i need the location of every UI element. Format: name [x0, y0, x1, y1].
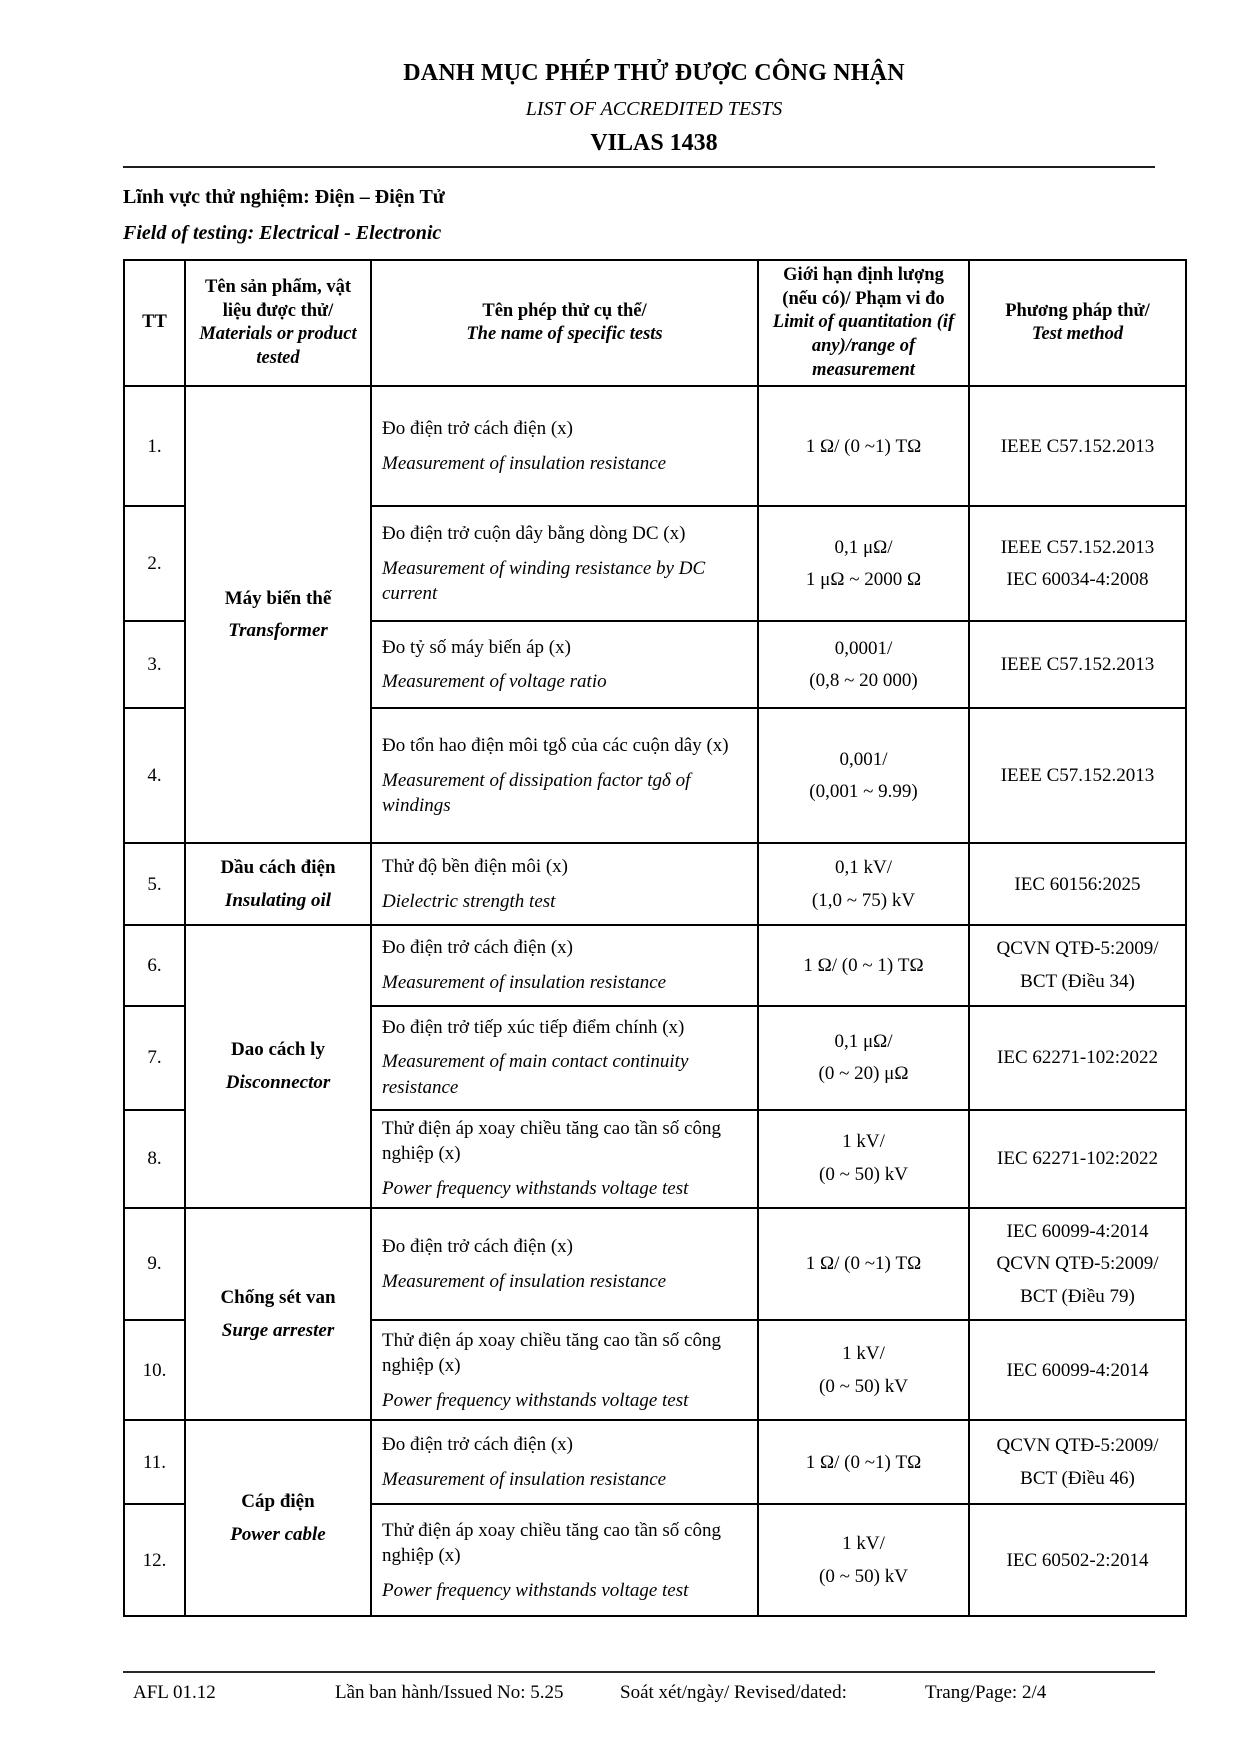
footer-doc-code: AFL 01.12 [133, 1682, 216, 1704]
product-cell-power-cable [185, 1420, 371, 1616]
limit-cell: 1 Ω/ (0 ~1) TΩ [758, 386, 969, 506]
row-number: 8. [124, 1110, 185, 1208]
table-row [124, 925, 1186, 1005]
product-cell-transformer [185, 386, 371, 843]
test-name-vi: Đo điện trở cách điện (x) [382, 1434, 574, 1456]
test-name-cell [371, 1006, 758, 1110]
col-header-product-en: Materials or product tested [199, 324, 357, 368]
test-name-cell [371, 843, 758, 925]
document-title-vi: DANH MỤC PHÉP THỬ ĐƯỢC CÔNG NHẬN [403, 60, 905, 86]
limit-cell: 0,001/ (0,001 ~ 9.99) [758, 708, 969, 843]
test-name-cell [371, 708, 758, 843]
document-content [123, 0, 1185, 1713]
product-name-vi: Dao cách ly [231, 1039, 325, 1061]
test-name-cell [371, 925, 758, 1005]
test-name-vi: Đo điện trở cách điện (x) [382, 418, 574, 440]
row-number: 7. [124, 1006, 185, 1110]
test-name-cell [371, 386, 758, 506]
col-header-tt-label: TT [142, 312, 167, 333]
row-number: 1. [124, 386, 185, 506]
row-number: 2. [124, 506, 185, 621]
test-name-cell [371, 1208, 758, 1321]
method-cell: IEC 60502-2:2014 [969, 1504, 1186, 1616]
footer-issued-no: Lần ban hành/Issued No: 5.25 [335, 1682, 564, 1704]
method-cell: IEEE C57.152.2013 [969, 621, 1186, 708]
limit-cell: 0,1 μΩ/ (0 ~ 20) μΩ [758, 1006, 969, 1110]
footer-page-number: Trang/Page: 2/4 [925, 1682, 1047, 1704]
product-cell-surge-arrester [185, 1208, 371, 1421]
test-name-vi: Thử độ bền điện môi (x) [382, 856, 569, 878]
field-of-testing-en: Field of testing: Electrical - Electronic [123, 222, 442, 244]
limit-cell: 1 kV/ (0 ~ 50) kV [758, 1320, 969, 1420]
footer-row [123, 1673, 1155, 1713]
method-cell: QCVN QTĐ-5:2009/ BCT (Điều 34) [969, 925, 1186, 1005]
product-name-vi: Chống sét van [220, 1286, 336, 1308]
limit-cell: 1 kV/ (0 ~ 50) kV [758, 1110, 969, 1208]
test-name-vi: Thử điện áp xoay chiều tăng cao tần số công nghiệp (x) [382, 1117, 721, 1165]
table-row [124, 843, 1186, 925]
test-name-vi: Thử điện áp xoay chiều tăng cao tần số công nghiệp (x) [382, 1519, 721, 1567]
test-name-en: Measurement of insulation resistance [382, 972, 667, 993]
col-header-limit-vi: Giới hạn định lượng (nếu có)/ Phạm vi đo [782, 265, 945, 309]
test-name-vi: Đo tỷ số máy biến áp (x) [382, 636, 571, 658]
accredited-tests-table [123, 259, 1187, 1617]
table-row [124, 1420, 1186, 1504]
limit-cell: 1 kV/ (0 ~ 50) kV [758, 1504, 969, 1616]
table-row [124, 1208, 1186, 1321]
method-cell: IEEE C57.152.2013 [969, 386, 1186, 506]
method-cell: IEEE C57.152.2013 [969, 708, 1186, 843]
col-header-test-vi: Tên phép thử cụ thể/ [482, 300, 647, 321]
col-header-limit [758, 260, 969, 386]
product-name-vi: Cáp điện [241, 1491, 315, 1513]
row-number: 3. [124, 621, 185, 708]
product-name-en: Insulating oil [224, 889, 332, 911]
page-footer [123, 1671, 1155, 1713]
row-number: 11. [124, 1420, 185, 1504]
product-name-en: Power cable [230, 1523, 326, 1545]
product-name-en: Transformer [228, 620, 328, 642]
col-header-method [969, 260, 1186, 386]
test-name-en: Measurement of main contact continuity resistance [382, 1051, 689, 1098]
test-name-en: Power frequency withstands voltage test [382, 1579, 689, 1601]
row-number: 12. [124, 1504, 185, 1616]
test-name-en: Measurement of dissipation factor tgδ of windings [382, 769, 691, 817]
test-name-vi: Đo điện trở cuộn dây bằng dòng DC (x) [382, 522, 686, 544]
limit-cell: 0,1 μΩ/ 1 μΩ ~ 2000 Ω [758, 506, 969, 621]
test-name-en: Dielectric strength test [382, 890, 556, 912]
method-cell: QCVN QTĐ-5:2009/ BCT (Điều 46) [969, 1420, 1186, 1504]
col-header-test-en: The name of specific tests [466, 324, 663, 345]
limit-cell: 1 Ω/ (0 ~1) TΩ [758, 1208, 969, 1321]
test-name-vi: Đo điện trở cách điện (x) [382, 937, 574, 959]
method-cell: IEC 62271-102:2022 [969, 1006, 1186, 1110]
limit-cell: 0,1 kV/ (1,0 ~ 75) kV [758, 843, 969, 925]
document-title-en: LIST OF ACCREDITED TESTS [525, 98, 783, 120]
footer-revised-dated: Soát xét/ngày/ Revised/dated: [620, 1682, 847, 1704]
method-cell: IEEE C57.152.2013 IEC 60034-4:2008 [969, 506, 1186, 621]
test-name-cell [371, 621, 758, 708]
limit-cell: 1 Ω/ (0 ~1) TΩ [758, 1420, 969, 1504]
test-name-vi: Đo điện trở cách điện (x) [382, 1235, 574, 1257]
test-name-en: Measurement of insulation resistance [382, 452, 667, 474]
test-name-cell [371, 1504, 758, 1616]
test-name-en: Measurement of winding resistance by DC current [382, 557, 706, 605]
col-header-product-vi: Tên sản phẩm, vật liệu được thử/ [205, 276, 351, 321]
row-number: 5. [124, 843, 185, 925]
test-name-vi: Thử điện áp xoay chiều tăng cao tần số công nghiệp (x) [382, 1329, 721, 1377]
limit-cell: 0,0001/ (0,8 ~ 20 000) [758, 621, 969, 708]
col-header-method-en: Test method [1031, 324, 1124, 345]
row-number: 4. [124, 708, 185, 843]
product-name-vi: Máy biến thế [224, 587, 332, 609]
row-number: 10. [124, 1320, 185, 1420]
test-name-cell [371, 1110, 758, 1208]
method-cell: IEC 60099-4:2014 [969, 1320, 1186, 1420]
col-header-tt [124, 260, 185, 386]
col-header-limit-en: Limit of quantitation (if any)/range of measurement [772, 312, 955, 380]
field-of-testing-vi: Lĩnh vực thử nghiệm: Điện – Điện Tử [123, 186, 445, 208]
product-cell-disconnector [185, 925, 371, 1207]
product-name-en: Disconnector [225, 1071, 331, 1093]
test-name-en: Power frequency withstands voltage test [382, 1389, 689, 1411]
test-name-en: Power frequency withstands voltage test [382, 1177, 689, 1199]
method-cell: IEC 60099-4:2014 QCVN QTĐ-5:2009/ BCT (Điều 79) [969, 1208, 1186, 1321]
test-name-cell [371, 1420, 758, 1504]
row-number: 9. [124, 1208, 185, 1321]
product-name-en: Surge arrester [221, 1319, 335, 1341]
test-name-cell [371, 1320, 758, 1420]
method-cell: IEC 60156:2025 [969, 843, 1186, 925]
col-header-method-vi: Phương pháp thử/ [1005, 300, 1150, 321]
vilas-number: VILAS 1438 [590, 130, 718, 156]
table-header-row [124, 260, 1186, 386]
limit-cell: 1 Ω/ (0 ~ 1) TΩ [758, 925, 969, 1005]
table-row [124, 386, 1186, 506]
header-rule [123, 166, 1155, 168]
test-name-en: Measurement of insulation resistance [382, 1270, 667, 1292]
product-cell-insulating-oil [185, 843, 371, 925]
test-name-vi: Đo tổn hao điện môi tgδ của các cuộn dây (x) [382, 734, 729, 756]
test-name-en: Measurement of insulation resistance [382, 1468, 667, 1490]
test-name-en: Measurement of voltage ratio [382, 671, 607, 693]
method-cell: IEC 62271-102:2022 [969, 1110, 1186, 1208]
test-name-vi: Đo điện trở tiếp xúc tiếp điểm chính (x) [382, 1016, 685, 1038]
test-name-cell [371, 506, 758, 621]
product-name-vi: Dầu cách điện [220, 857, 336, 879]
col-header-test [371, 260, 758, 386]
row-number: 6. [124, 925, 185, 1005]
col-header-product [185, 260, 371, 386]
